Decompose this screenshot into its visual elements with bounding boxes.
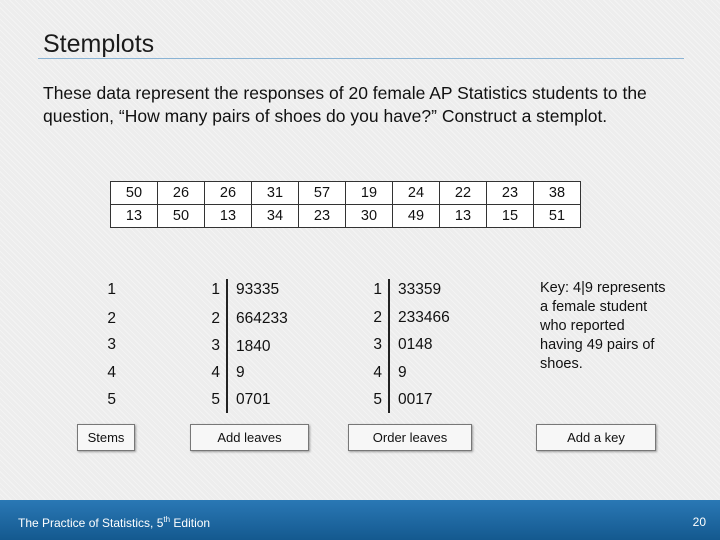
leaf-values: 9 [398, 364, 407, 381]
table-cell: 50 [111, 182, 158, 205]
stem-value: 1 [107, 281, 116, 298]
slide-title: Stemplots [43, 30, 155, 58]
footer-book-name: The Practice of Statistics, 5 [18, 516, 164, 530]
stem-value: 1 [373, 281, 382, 298]
order-leaves-button[interactable]: Order leaves [348, 424, 472, 451]
table-cell: 31 [252, 182, 299, 205]
leaf-values: 9 [236, 364, 245, 381]
leaf-values: 0017 [398, 391, 433, 408]
table-cell: 34 [252, 205, 299, 228]
intro-text: These data represent the responses of 20 female AP Statistics students to the question, “How many pairs of shoes do you have?” Construct a stemplot. [43, 83, 647, 126]
table-cell: 24 [393, 182, 440, 205]
leaf-values: 0701 [236, 391, 271, 408]
data-table [110, 181, 581, 228]
title-rule [38, 58, 684, 59]
leaf-values: 233466 [398, 309, 450, 326]
table-cell: 22 [440, 182, 487, 205]
stem-value: 3 [107, 336, 116, 353]
stem-value: 1 [211, 281, 220, 298]
leaf-values: 33359 [398, 281, 442, 298]
add-leaves-button[interactable]: Add leaves [190, 424, 309, 451]
table-cell: 57 [299, 182, 346, 205]
stem-value: 2 [373, 309, 382, 326]
stem-divider-line [388, 279, 390, 413]
table-cell: 38 [534, 182, 581, 205]
stem-value: 3 [211, 337, 220, 354]
table-cell: 26 [158, 182, 205, 205]
footer-bar [0, 500, 720, 540]
table-row [111, 205, 581, 228]
stem-value: 3 [373, 336, 382, 353]
table-cell: 13 [205, 205, 252, 228]
table-cell: 13 [111, 205, 158, 228]
footer-book-title [18, 515, 210, 530]
page-number: 20 [692, 515, 706, 529]
stem-divider-line [226, 279, 228, 413]
table-row [111, 182, 581, 205]
stem-value: 4 [211, 364, 220, 381]
stem-value: 5 [107, 391, 116, 408]
table-cell: 50 [158, 205, 205, 228]
footer-edition-sup: th [163, 515, 171, 524]
add-key-button[interactable]: Add a key [536, 424, 656, 451]
stem-value: 2 [107, 310, 116, 327]
table-cell: 30 [346, 205, 393, 228]
stems-button[interactable]: Stems [77, 424, 135, 451]
footer-edition-rest: Edition [170, 516, 211, 530]
stemplot-key: Key: 4|9 represents a female student who reported having 49 pairs of shoes. [540, 280, 666, 372]
stem-value: 4 [373, 364, 382, 381]
stem-value: 2 [211, 310, 220, 327]
table-cell: 23 [299, 205, 346, 228]
leaf-values: 664233 [236, 310, 288, 327]
leaf-values: 93335 [236, 281, 280, 298]
stem-value: 5 [211, 391, 220, 408]
table-cell: 15 [487, 205, 534, 228]
table-cell: 13 [440, 205, 487, 228]
stem-value: 5 [373, 391, 382, 408]
table-cell: 23 [487, 182, 534, 205]
leaf-values: 0148 [398, 336, 433, 353]
table-cell: 49 [393, 205, 440, 228]
leaf-values: 1840 [236, 338, 271, 355]
stem-value: 4 [107, 364, 116, 381]
table-cell: 19 [346, 182, 393, 205]
table-cell: 26 [205, 182, 252, 205]
table-cell: 51 [534, 205, 581, 228]
